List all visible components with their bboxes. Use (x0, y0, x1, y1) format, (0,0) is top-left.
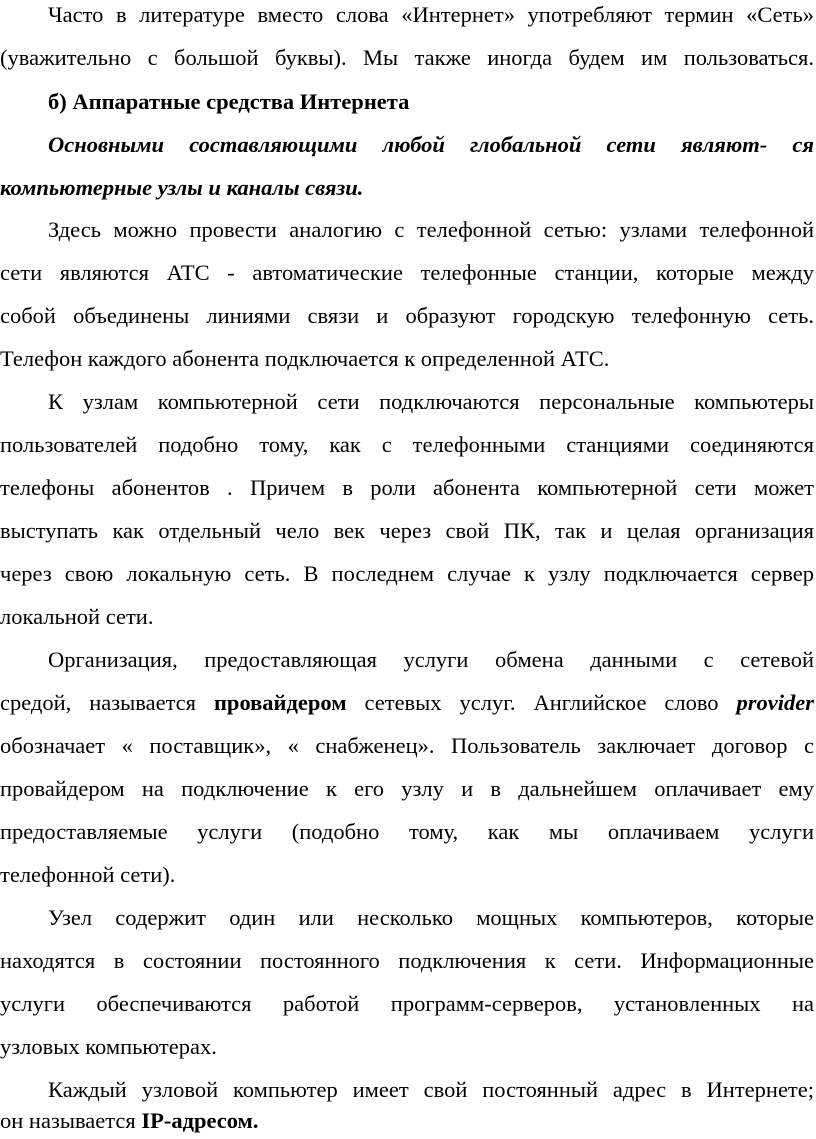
term-provider-ru: провайдером (213, 690, 347, 715)
para3-line1: К узлам компьютерной сети подключаются персональные компьютеры (48, 389, 814, 414)
term-provider-en: provider (736, 690, 815, 715)
para5-line4: узловых компьютерах. (0, 1034, 217, 1059)
para3-line2: пользователей подобно тому, как с телефонными станциями соединяются (0, 432, 814, 457)
para3-line6: локальной сети. (0, 604, 154, 629)
para5-line2: находятся в состоянии постоянного подключения к сети. Информационные (0, 948, 814, 973)
para1-line2: (уважительно с большой буквы). Мы также иногда будем им пользоваться. (0, 45, 814, 70)
para2-line1: Здесь можно провести аналогию с телефонной сетью: узлами телефонной (48, 217, 814, 242)
para6-line2-start: он называется (0, 1108, 136, 1133)
para4-line6: телефонной сети). (0, 862, 176, 887)
thesis-line1: Основными составляющими любой глобальной сети являют- ся (48, 132, 814, 157)
para3-line5: через свою локальную сеть. В последнем случае к узлу подключается сервер (0, 561, 814, 586)
para4-line5: предоставляемые услуги (подобно тому, как мы оплачиваем услуги (0, 819, 814, 844)
para4-line1: Организация, предоставляющая услуги обмена данными с сетевой (48, 647, 814, 672)
para2-line2: сети являются АТС - автоматические телефонные станции, которые между (0, 260, 814, 285)
para5-line3: услуги обеспечиваются работой программ-серверов, установленных на (0, 991, 814, 1016)
para4-line4: провайдером на подключение к его узлу и в дальнейшем оплачивает ему (0, 776, 814, 801)
term-ip-address: IP-адресом. (141, 1108, 259, 1133)
para2-line3: собой объединены линиями связи и образуют городскую телефонную сеть. (0, 303, 814, 328)
para6-line1: Каждый узловой компьютер имеет свой постоянный адрес в Интернете; (48, 1077, 814, 1102)
para4-line2 (0, 690, 814, 716)
para6-line2 (0, 1108, 814, 1134)
para2-line4: Телефон каждого абонента подключается к определенной АТС. (0, 346, 610, 371)
para3-line4: выступать как отдельный чело век через свой ПК, так и целая организация (0, 518, 814, 543)
para4-line2-mid: сетевых услуг. Английское слово (364, 690, 719, 715)
para4-line2-start: средой, называется (0, 690, 197, 715)
para3-line3: телефоны абонентов . Причем в роли абонента компьютерной сети может (0, 475, 814, 500)
para4-line3: обозначает « поставщик», « снабженец». Пользователь заключает договор с (0, 733, 814, 758)
thesis-line2: компьютерные узлы и каналы связи. (0, 175, 364, 200)
para5-line1: Узел содержит один или несколько мощных компьютеров, которые (48, 905, 814, 930)
para1-line1: Часто в литературе вместо слова «Интернет» употребляют термин «Сеть» (48, 2, 814, 27)
section-heading: б) Аппаратные средства Интернета (48, 89, 410, 114)
